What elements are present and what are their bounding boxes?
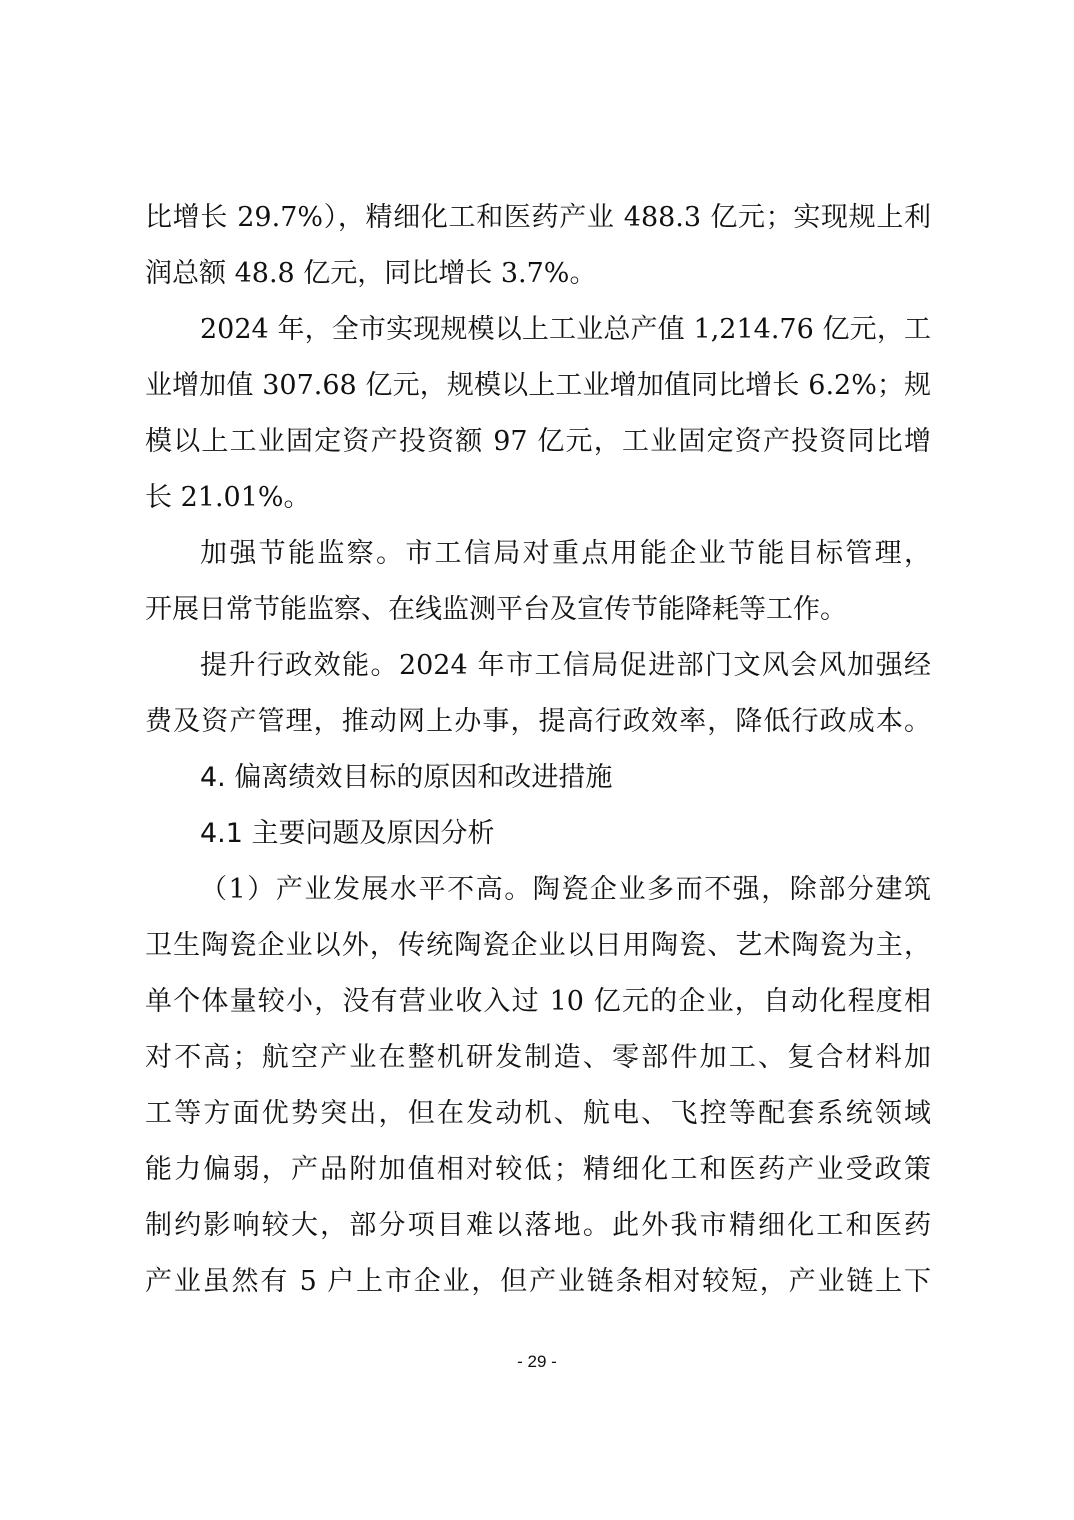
text-line: 对不高；航空产业在整机研发制造、零部件加工、复合材料加 xyxy=(145,1042,931,1073)
text-line: 能力偏弱，产品附加值相对较低；精细化工和医药产业受政策 xyxy=(145,1154,931,1185)
subsection-heading: 4.1 主要问题及原因分析 xyxy=(200,818,495,849)
text-line: 产业虽然有 5 户上市企业，但产业链条相对较短，产业链上下 xyxy=(145,1266,931,1297)
page-number: - 29 - xyxy=(517,1352,557,1371)
text-line: 卫生陶瓷企业以外，传统陶瓷企业以日用陶瓷、艺术陶瓷为主， xyxy=(145,930,931,961)
text-line: 费及资产管理，推动网上办事，提高行政效率，降低行政成本。 xyxy=(145,706,931,737)
text-line: 提升行政效能。2024 年市工信局促进部门文风会风加强经 xyxy=(200,650,931,681)
text-line: 工等方面优势突出，但在发动机、航电、飞控等配套系统领域 xyxy=(145,1098,931,1129)
text-line: 开展日常节能监察、在线监测平台及宣传节能降耗等工作。 xyxy=(145,594,847,625)
text-line: （1）产业发展水平不高。陶瓷企业多而不强，除部分建筑 xyxy=(200,874,931,905)
text-line: 2024 年，全市实现规模以上工业总产值 1,214.76 亿元，工 xyxy=(200,314,931,345)
text-line: 长 21.01%。 xyxy=(145,482,311,513)
section-heading: 4. 偏离绩效目标的原因和改进措施 xyxy=(200,762,613,793)
text-line: 业增加值 307.68 亿元，规模以上工业增加值同比增长 6.2%；规 xyxy=(145,370,931,401)
text-line: 制约影响较大，部分项目难以落地。此外我市精细化工和医药 xyxy=(145,1210,931,1241)
text-line: 模以上工业固定资产投资额 97 亿元，工业固定资产投资同比增 xyxy=(145,426,931,457)
text-line: 单个体量较小，没有营业收入过 10 亿元的企业，自动化程度相 xyxy=(145,986,931,1017)
text-line: 加强节能监察。市工信局对重点用能企业节能目标管理， xyxy=(200,538,931,569)
text-line: 润总额 48.8 亿元，同比增长 3.7%。 xyxy=(145,258,597,289)
text-line: 比增长 29.7%），精细化工和医药产业 488.3 亿元；实现规上利 xyxy=(145,202,931,233)
